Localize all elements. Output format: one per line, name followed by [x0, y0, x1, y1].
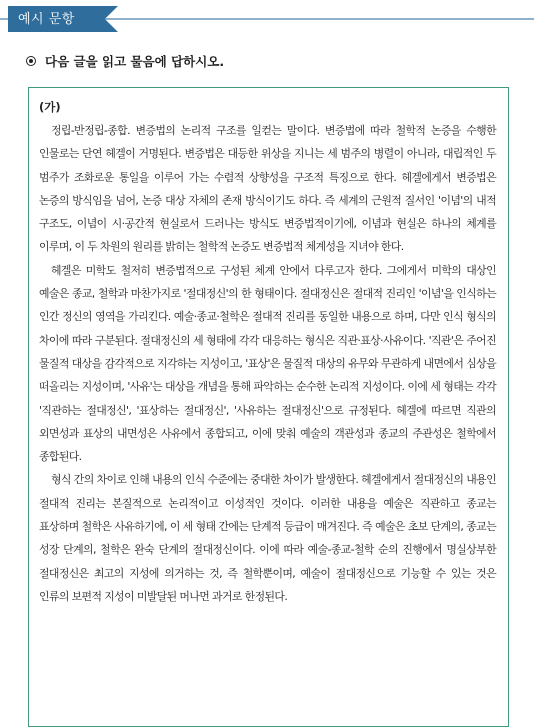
passage-label: (가) [39, 100, 61, 114]
section-tag-label: 예시 문항 [18, 12, 75, 27]
passage-paragraph-1: 정립-반정립-종합. 변증법의 논리적 구조를 일컫는 말이다. 변증법에 따라 철학적 논증을 수행한 인물로는 단연 헤겔이 거명된다. 변증법은 대등한 위상을 지니는 세 범주의 병렬이 아니라, 대립적인 두 범주가 조화로운 통일을 이루어 가는 수렴적 상향성을 구조적 특징으로 한다. 헤겔에게서 변증법은 논증의 방식임을 넘어, 논증 대상 자체의 존재 방식이기도 하다. 즉 세계의 근원적 질서인 '이념'의 내적 구조도, 이념이 시·공간적 현실로서 드러나는 방식도 변증법적이기에, 이념과 현실은 하나의 체계를 이루며, 이 두 차원의 원리를 밝히는 철학적 논증도 변증법적 체계성을 지녀야 한다. [39, 124, 496, 254]
passage-paragraph-3: 형식 간의 차이로 인해 내용의 인식 수준에는 중대한 차이가 발생한다. 헤겔에게서 절대정신의 내용인 절대적 진리는 본질적으로 논리적이고 이성적인 것이다. 이러한 내용을 예술은 직관하고 종교는 표상하며 철학은 사유하기에, 이 세 형태 간에는 단계적 등급이 매겨진다. 즉 예술은 초보 단계의, 종교는 성장 단계의, 철학은 완숙 단계의 절대정신이다. 이에 따라 예술-종교-철학 순의 진행에서 명실상부한 절대정신은 최고의 지성에 의거하는 것, 즉 철학뿐이며, 예술이 절대정신으로 기능할 수 있는 것은 인류의 보편적 지성이 미발달된 머나먼 과거로 한정된다. [39, 473, 496, 603]
passage-paragraph-2: 헤겔은 미학도 철저히 변증법적으로 구성된 체계 안에서 다루고자 한다. 그에게서 미학의 대상인 예술은 종교, 철학과 마찬가지로 '절대정신'의 한 형태이다. 절대정신은 절대적 진리인 '이념'을 인식하는 인간 정신의 영역을 가리킨다. 예술·종교·철학은 절대적 진리를 동일한 내용으로 하며, 다만 인식 형식의 차이에 따라 구분된다. 절대정신의 세 형태에 각각 대응하는 형식은 직관·표상·사유이다. '직관'은 주어진 물질적 대상을 감각적으로 지각하는 지성이고, '표상'은 물질적 대상의 유무와 무관하게 내면에서 심상을 떠올리는 지성이며, '사유'는 대상을 개념을 통해 파악하는 순수한 논리적 지성이다. 이에 세 형태는 각각 '직관하는 절대정신', '표상하는 절대정신', '사유하는 절대정신'으로 규정된다. 헤겔에 따르면 직관의 외면성과 표상의 내면성은 사유에서 종합되고, 이에 맞춰 예술의 객관성과 종교의 주관성은 철학에서 종합된다. [39, 263, 496, 464]
bullet-circle-icon [26, 56, 36, 66]
instruction-text: 다음 글을 읽고 물음에 답하시오. [45, 54, 225, 69]
passage-box [28, 87, 509, 727]
question-instruction [26, 52, 514, 70]
